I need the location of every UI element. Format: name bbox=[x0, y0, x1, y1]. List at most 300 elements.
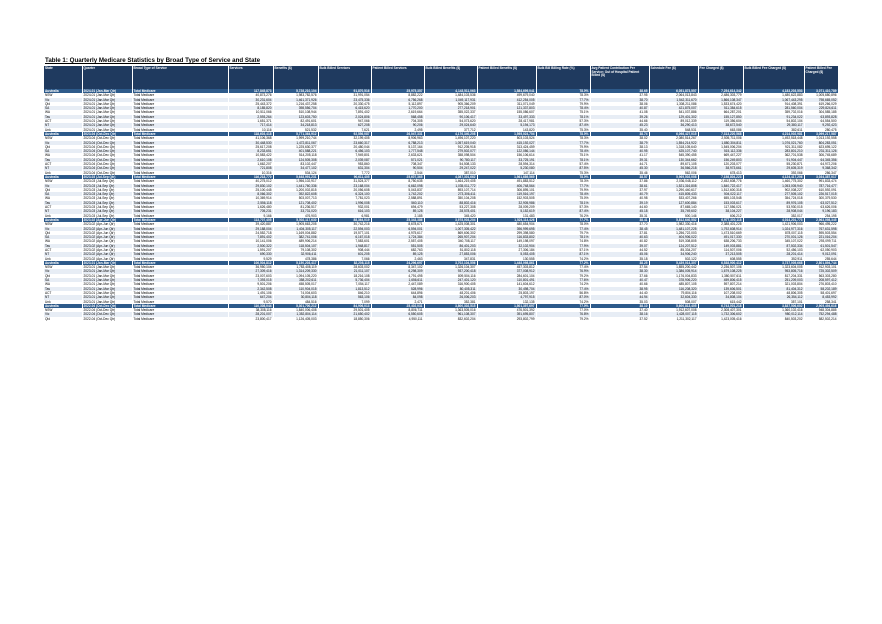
table-cell: Total Medicare bbox=[132, 261, 228, 265]
table-cell: 38,672,540 bbox=[698, 123, 743, 127]
table-cell: 1,013,192,558 bbox=[804, 136, 838, 140]
table-cell: 123,603,750 bbox=[273, 115, 318, 119]
table-cell: 299,398,580 bbox=[477, 231, 536, 235]
table-cell: 82,491,601 bbox=[273, 119, 318, 123]
table-cell: 110,904,015 bbox=[273, 287, 318, 291]
table-cell: Total Medicare bbox=[132, 132, 228, 136]
table-cell: 2023-02 (Apr-Jun Qtr) bbox=[82, 248, 132, 252]
table-cell: 1,211,302,117 bbox=[649, 317, 698, 321]
table-cell: 1,005,680,896 bbox=[804, 93, 838, 97]
table-cell: Total Medicare bbox=[132, 158, 228, 162]
table-cell: 6,788,213 bbox=[371, 141, 424, 145]
table-cell: 1,521,316,808 bbox=[649, 184, 698, 188]
table-cell: 44.66 bbox=[590, 119, 649, 123]
table-cell: 912,205,918 bbox=[424, 145, 477, 149]
table-cell: 458,505,017 bbox=[273, 282, 318, 286]
table-cell: Total Medicare bbox=[132, 214, 228, 218]
table-cell: 2,486,303,779 bbox=[698, 93, 743, 97]
table-cell: 809,504,116 bbox=[424, 274, 477, 278]
table-cell: 8,453,992 bbox=[804, 295, 838, 299]
table-cell: 78.4% bbox=[536, 149, 590, 153]
table-cell: 91,234,022 bbox=[743, 115, 804, 119]
table-cell: 57.3% bbox=[536, 119, 590, 123]
table-cell: 77.9% bbox=[536, 244, 590, 248]
medicare-statistics-table bbox=[44, 66, 839, 321]
table-cell: 139,606,501 bbox=[698, 287, 743, 291]
table-cell: 914,408,391 bbox=[743, 102, 804, 106]
table-cell: ACT bbox=[44, 205, 82, 209]
table-cell: Vic bbox=[44, 141, 82, 145]
table-cell: WA bbox=[44, 239, 82, 243]
table-cell: 33,497,333 bbox=[477, 115, 536, 119]
table-cell: 6,167,018 bbox=[318, 235, 371, 239]
table-cell: 377,712 bbox=[424, 128, 477, 132]
table-cell: 34,906,240 bbox=[649, 252, 698, 256]
table-cell: 608,555 bbox=[698, 257, 743, 261]
table-cell: SA bbox=[44, 149, 82, 153]
table-cell: 4,183,203,553 bbox=[743, 89, 804, 93]
table-cell: 571,021 bbox=[371, 158, 424, 162]
table-cell: 345,107,022 bbox=[743, 239, 804, 243]
table-cell: 619,266,029 bbox=[804, 102, 838, 106]
table-cell: 382,611 bbox=[743, 128, 804, 132]
table-cell: 40.95 bbox=[590, 149, 649, 153]
table-cell: 255,644 bbox=[804, 257, 838, 261]
table-cell: 1,441,760,336 bbox=[273, 184, 318, 188]
table-cell: 277,505,102 bbox=[743, 192, 804, 196]
table-cell: 2024-01 (Jan-Mar Qtr) bbox=[82, 98, 132, 102]
table-cell: 270,001,126 bbox=[743, 235, 804, 239]
table-cell: NT bbox=[44, 123, 82, 127]
table-cell: 79.9% bbox=[536, 145, 590, 149]
table-cell: 130,555 bbox=[477, 257, 536, 261]
table-cell: 528,996 bbox=[371, 287, 424, 291]
table-cell: 1,492,518,448 bbox=[743, 136, 804, 140]
table-cell: 208,597,412 bbox=[804, 278, 838, 282]
table-cell: 352,911 bbox=[743, 257, 804, 261]
table-cell: Australia bbox=[44, 89, 82, 93]
table-cell: 502,122 bbox=[649, 257, 698, 261]
table-cell: 55,230,871 bbox=[743, 162, 804, 166]
table-cell: 78.0% bbox=[536, 89, 590, 93]
table-cell: 798,665,052 bbox=[804, 98, 838, 102]
table-cell: 551,505 bbox=[371, 244, 424, 248]
table-cell: 4,214,002,981 bbox=[743, 132, 804, 136]
table-cell: 2023-03 (Jul-Sep Qtr) bbox=[82, 201, 132, 205]
table-cell: 5,812,640,552 bbox=[649, 218, 698, 222]
table-cell: 30,742,216 bbox=[318, 222, 371, 226]
table-cell: 647,204 bbox=[228, 295, 273, 299]
table-cell: 22,594,003 bbox=[318, 227, 371, 231]
table-cell: 1,428,007,115 bbox=[649, 312, 698, 316]
table-cell: Total Medicare bbox=[132, 282, 228, 286]
table-cell: 52,456,103 bbox=[743, 248, 804, 252]
table-cell: 5,600,813,405 bbox=[649, 304, 698, 308]
table-cell: 500,146 bbox=[649, 214, 698, 218]
table-cell: 90,206 bbox=[371, 123, 424, 127]
table-cell: 124,505,308 bbox=[273, 158, 318, 162]
table-cell: 78.1% bbox=[536, 201, 590, 205]
table-cell: 36,566,218 bbox=[649, 166, 698, 170]
table-cell: 350,104,208 bbox=[424, 196, 477, 200]
table-cell: 2023-03 (Jul-Sep Qtr) bbox=[82, 192, 132, 196]
table-cell: 40.66 bbox=[590, 282, 649, 286]
table-cell: 153,003,617 bbox=[698, 201, 743, 205]
table-cell: 54,508,133 bbox=[424, 162, 477, 166]
table-cell: 149,198,097 bbox=[477, 239, 536, 243]
table-cell: 30,448,530 bbox=[228, 141, 273, 145]
table-cell: 1,982,330,416 bbox=[649, 222, 698, 226]
table-cell: 32,604,330 bbox=[649, 295, 698, 299]
table-cell: 541,037,886 bbox=[649, 110, 698, 114]
table-cell: 1,813,512 bbox=[318, 287, 371, 291]
table-cell: Tas bbox=[44, 287, 82, 291]
table-cell: 321,003,804 bbox=[743, 282, 804, 286]
table-cell: 31,991,054 bbox=[318, 93, 371, 97]
table-cell: 7,254,614,342 bbox=[698, 89, 743, 93]
table-cell: 38.41 bbox=[590, 218, 649, 222]
table-cell: 283,801,210 bbox=[743, 149, 804, 153]
table-cell: 644,896 bbox=[371, 291, 424, 295]
table-cell: Unk bbox=[44, 214, 82, 218]
column-header: Bulk Billed Benefits ($) bbox=[424, 66, 477, 89]
table-cell: 279,502,077 bbox=[424, 149, 477, 153]
table-cell: 121,337,803 bbox=[477, 106, 536, 110]
table-cell: 1,724,384 bbox=[371, 235, 424, 239]
table-cell: 459,806,415 bbox=[698, 278, 743, 282]
table-cell: 284,601,104 bbox=[477, 274, 536, 278]
table-cell: 3,978,003,204 bbox=[424, 218, 477, 222]
table-cell: 1,595,024,704 bbox=[477, 132, 536, 136]
table-cell: 1,076,021,760 bbox=[743, 141, 804, 145]
table-cell: SA bbox=[44, 235, 82, 239]
table-cell: 521,532 bbox=[273, 128, 318, 132]
table-cell: 2024-01 (Jan-Mar Qtr) bbox=[82, 128, 132, 132]
table-cell: 1,216,437,258 bbox=[273, 102, 318, 106]
table-cell: 29,830,102 bbox=[228, 184, 273, 188]
table-cell: Total Medicare bbox=[132, 179, 228, 183]
table-cell: 2024-01 (Jan-Mar Qtr) bbox=[82, 119, 132, 123]
table-cell: 8,882,222 bbox=[371, 93, 424, 97]
table-cell: 2023-04 (Oct-Dec Qtr) bbox=[82, 141, 132, 145]
table-cell: 921,311,082 bbox=[743, 145, 804, 149]
table-cell: 2023-01 (Jan-Mar Qtr) bbox=[82, 278, 132, 282]
table-cell: Qld bbox=[44, 188, 82, 192]
table-cell: 1,380,507,611 bbox=[698, 274, 743, 278]
table-cell: 29,501,405 bbox=[318, 308, 371, 312]
table-cell: 116,208,320 bbox=[649, 287, 698, 291]
table-cell: 2023-01 (Jan-Mar Qtr) bbox=[82, 269, 132, 273]
table-cell: 519,308,805 bbox=[649, 239, 698, 243]
table-cell: Total Medicare bbox=[132, 308, 228, 312]
table-cell: 7,158,804,223 bbox=[698, 175, 743, 179]
table-cell: 304,585,185 bbox=[804, 110, 838, 114]
table-cell: 2,036,048,112 bbox=[649, 179, 698, 183]
table-cell: 75.1% bbox=[536, 153, 590, 157]
table-cell: 38,973,661 bbox=[698, 166, 743, 170]
table-cell: 1,545,006,204 bbox=[698, 145, 743, 149]
table-cell: 1,501,397,697 bbox=[477, 304, 536, 308]
table-cell: 510,108,944 bbox=[273, 110, 318, 114]
table-cell: 1,512,600,318 bbox=[698, 188, 743, 192]
table-cell: 7,393,015 bbox=[228, 278, 273, 282]
table-cell: 678,413 bbox=[698, 171, 743, 175]
table-cell: 8,750,635 bbox=[371, 179, 424, 183]
table-cell: 499,679,040 bbox=[477, 93, 536, 97]
table-cell: 78.0% bbox=[536, 175, 590, 179]
table-cell: 118,603,418 bbox=[228, 132, 273, 136]
table-cell: 48,806,305 bbox=[743, 291, 804, 295]
table-cell: 7,313,220,568 bbox=[698, 132, 743, 136]
table-cell: 38.45 bbox=[590, 227, 649, 231]
table-cell: 5,152,619 bbox=[477, 209, 536, 213]
table-header-row bbox=[44, 66, 838, 89]
table-cell: Australia bbox=[44, 175, 82, 179]
table-cell: 345,420 bbox=[424, 214, 477, 218]
table-cell: 5,771,364,912 bbox=[273, 132, 318, 136]
table-cell: 40.63 bbox=[590, 235, 649, 239]
table-cell: Total Medicare bbox=[132, 188, 228, 192]
table-cell: 33,725,191 bbox=[477, 158, 536, 162]
table-cell: 87.4% bbox=[536, 209, 590, 213]
table-cell: 6,550,605 bbox=[371, 312, 424, 316]
table-cell: 58,202,189 bbox=[804, 287, 838, 291]
table-cell: 119,516,197 bbox=[477, 192, 536, 196]
table-cell: 34,808,104 bbox=[698, 295, 743, 299]
table-cell: 29,380,117 bbox=[743, 123, 804, 127]
table-cell: 25,443,372 bbox=[228, 102, 273, 106]
table-cell: 26,006,203 bbox=[424, 295, 477, 299]
table-cell: 1,732,306,602 bbox=[698, 312, 743, 316]
table-cell: 932,001 bbox=[318, 205, 371, 209]
table-cell: 258,341 bbox=[804, 300, 838, 304]
table-cell: 32,102,904 bbox=[477, 244, 536, 248]
table-cell: 81,404,312 bbox=[743, 287, 804, 291]
table-cell: 1,912,607,008 bbox=[649, 308, 698, 312]
table-cell: 28,578,401 bbox=[424, 209, 477, 213]
table-cell: 38,104,227 bbox=[698, 209, 743, 213]
table-cell: 37.81 bbox=[590, 231, 649, 235]
table-cell: 6,456,103 bbox=[318, 149, 371, 153]
table-cell: 1,524,114,426 bbox=[477, 218, 536, 222]
table-cell: 19,577,101 bbox=[318, 231, 371, 235]
table-cell: 655,103,548 bbox=[698, 196, 743, 200]
table-cell: 663,086 bbox=[698, 128, 743, 132]
table-cell: 2,557,405 bbox=[371, 239, 424, 243]
table-cell: 5,043,837 bbox=[371, 188, 424, 192]
table-cell: 3,737,005,668 bbox=[743, 261, 804, 265]
table-cell: 40,873,276 bbox=[228, 93, 273, 97]
table-cell: 110,308,044 bbox=[228, 304, 273, 308]
table-cell: 1,533,674,420 bbox=[698, 102, 743, 106]
table-cell: 2022-04 (Oct-Dec Qtr) bbox=[82, 308, 132, 312]
table-cell: 8,678,671 bbox=[371, 222, 424, 226]
table-cell: 9,368,342 bbox=[804, 166, 838, 170]
table-cell: 1,742,202 bbox=[371, 192, 424, 196]
table-cell: ACT bbox=[44, 248, 82, 252]
table-cell: 6,981 bbox=[318, 214, 371, 218]
table-cell: 75.0% bbox=[536, 196, 590, 200]
table-cell: 398,556,704 bbox=[273, 106, 318, 110]
table-cell: 90,106,417 bbox=[424, 115, 477, 119]
table-cell: 7,891,402 bbox=[318, 110, 371, 114]
table-cell: 2023-03 (Jul-Sep Qtr) bbox=[82, 188, 132, 192]
table-cell: 92,556,087 bbox=[318, 132, 371, 136]
table-cell: 3,034,387,017 bbox=[804, 175, 838, 179]
table-cell: 476,903 bbox=[273, 214, 318, 218]
table-cell: 2022-04 (Oct-Dec Qtr) bbox=[82, 304, 132, 308]
table-cell: 29,024,640 bbox=[424, 123, 477, 127]
table-cell: Total Medicare bbox=[132, 205, 228, 209]
table-cell: 595,503,554 bbox=[804, 231, 838, 235]
table-cell: 306,745,689 bbox=[804, 153, 838, 157]
table-cell: 40.79 bbox=[590, 192, 649, 196]
table-cell: Total Medicare bbox=[132, 89, 228, 93]
table-cell: 503,007,713 bbox=[273, 196, 318, 200]
table-cell: 568,458 bbox=[371, 115, 424, 119]
table-cell: Total Medicare bbox=[132, 149, 228, 153]
table-cell: 28,908,044 bbox=[743, 209, 804, 213]
table-cell: 41,106,368 bbox=[228, 136, 273, 140]
table-cell: Total Medicare bbox=[132, 295, 228, 299]
table-cell: 155,086,607 bbox=[477, 110, 536, 114]
table-cell: 57.1% bbox=[536, 248, 590, 252]
table-cell: 44.52 bbox=[590, 248, 649, 252]
column-header: Patient Billed Services bbox=[371, 66, 424, 89]
table-cell: Total Medicare bbox=[132, 145, 228, 149]
table-cell: Total Medicare bbox=[132, 136, 228, 140]
table-cell: 38.61 bbox=[590, 184, 649, 188]
table-cell: 2,463 bbox=[371, 257, 424, 261]
table-cell: 4,143,511,063 bbox=[424, 89, 477, 93]
table-cell: 606,212 bbox=[698, 214, 743, 218]
table-cell: 37.86 bbox=[590, 179, 649, 183]
table-cell: 78.4% bbox=[536, 192, 590, 196]
table-cell: 53,930,015 bbox=[743, 205, 804, 209]
table-cell: 5,301,700,212 bbox=[273, 304, 318, 308]
table-cell: 44.94 bbox=[590, 295, 649, 299]
table-cell: 7,621 bbox=[318, 128, 371, 132]
table-cell: 34,218,813 bbox=[273, 123, 318, 127]
table-cell: 27,309,416 bbox=[228, 269, 273, 273]
table-cell: 87,502,334 bbox=[743, 244, 804, 248]
table-cell: 514,205,118 bbox=[273, 153, 318, 157]
table-cell: 352,381 bbox=[424, 300, 477, 304]
table-cell: 704,305 bbox=[371, 119, 424, 123]
table-cell: 2,342,508 bbox=[228, 287, 273, 291]
table-cell: 1,855,200,442 bbox=[649, 265, 698, 269]
table-cell: 2024-01 (Jan-Mar Qtr) bbox=[82, 110, 132, 114]
table-cell: 23,800,417 bbox=[228, 317, 273, 321]
table-cell: 79.2% bbox=[536, 274, 590, 278]
table-cell: 846,210 bbox=[318, 291, 371, 295]
table-cell: 396,999,695 bbox=[477, 227, 536, 231]
table-cell: 85,334,207 bbox=[649, 248, 698, 252]
table-cell: Unk bbox=[44, 128, 82, 132]
table-cell: 120,203,077 bbox=[698, 162, 743, 166]
table-cell: Australia bbox=[44, 304, 82, 308]
table-cell: 24,552,718 bbox=[228, 231, 273, 235]
table-cell: 937,200,418 bbox=[424, 269, 477, 273]
table-cell: Total Medicare bbox=[132, 141, 228, 145]
table-cell: 89,012,339 bbox=[649, 119, 698, 123]
table-cell: 2,588,891 bbox=[371, 196, 424, 200]
table-cell: 4,087,301,662 bbox=[424, 175, 477, 179]
table-cell: 1,464,219,405 bbox=[424, 179, 477, 183]
table-cell: 545,390,455 bbox=[649, 153, 698, 157]
table-cell: 425,107,740 bbox=[649, 149, 698, 153]
table-cell: 37,213,505 bbox=[698, 252, 743, 256]
table-cell: 1,448,098,861 bbox=[477, 261, 536, 265]
table-cell: 91,870,516 bbox=[318, 89, 371, 93]
table-cell: 2023-01 (Jan-Mar Qtr) bbox=[82, 265, 132, 269]
table-cell: 78.3% bbox=[536, 93, 590, 97]
table-cell: NT bbox=[44, 166, 82, 170]
table-cell: 560,110 bbox=[371, 201, 424, 205]
table-cell: 6,298,309 bbox=[371, 269, 424, 273]
table-cell: Total Medicare bbox=[132, 192, 228, 196]
table-cell: 817,204,331 bbox=[743, 274, 804, 278]
table-cell: 78.0% bbox=[536, 222, 590, 226]
table-cell: 2023-01 (Jan-Mar Qtr) bbox=[82, 291, 132, 295]
table-cell: 2023-03 (Jul-Sep Qtr) bbox=[82, 205, 132, 209]
table-cell: 23,475,336 bbox=[318, 98, 371, 102]
table-cell: 306,895,101 bbox=[477, 188, 536, 192]
table-cell: 2023-03 (Jul-Sep Qtr) bbox=[82, 209, 132, 213]
table-cell: 89,976,105 bbox=[743, 201, 804, 205]
table-cell: 616,103 bbox=[318, 209, 371, 213]
table-cell: 41.08 bbox=[590, 110, 649, 114]
table-cell: 2,801,894,744 bbox=[804, 261, 838, 265]
table-cell: Total Medicare bbox=[132, 304, 228, 308]
table-cell: 5,194,173 bbox=[477, 123, 536, 127]
table-cell: 1,561,689,569 bbox=[477, 175, 536, 179]
table-cell: 8,185,820 bbox=[228, 106, 273, 110]
table-cell: 81,236,517 bbox=[273, 205, 318, 209]
column-header: Avg Patient Contribution Per Service: Out of Hospital Patient Billed ($) bbox=[590, 66, 649, 89]
table-cell: 286,347 bbox=[804, 171, 838, 175]
table-cell: 75.3% bbox=[536, 171, 590, 175]
table-cell: 64,972,206 bbox=[804, 162, 838, 166]
table-cell: 28,201,414 bbox=[743, 252, 804, 256]
table-cell: Total Medicare bbox=[132, 110, 228, 114]
table-cell: 991,833,474 bbox=[804, 179, 838, 183]
table-cell: 63,027,512 bbox=[804, 201, 838, 205]
table-cell: Qld bbox=[44, 145, 82, 149]
table-cell: 1,866,108,347 bbox=[698, 98, 743, 102]
table-cell: 78.3% bbox=[536, 179, 590, 183]
table-cell: 787,716,477 bbox=[804, 184, 838, 188]
table-cell: 664,287,201 bbox=[698, 110, 743, 114]
table-cell: 392,066 bbox=[743, 171, 804, 175]
table-cell: 2022-04 (Oct-Dec Qtr) bbox=[82, 317, 132, 321]
table-cell: NSW bbox=[44, 265, 82, 269]
table-cell: Total Medicare bbox=[132, 93, 228, 97]
table-cell: Tas bbox=[44, 201, 82, 205]
table-cell: 1,225,630,377 bbox=[273, 145, 318, 149]
table-cell: 62,050,903 bbox=[804, 248, 838, 252]
table-cell: 1,256,722,003 bbox=[649, 231, 698, 235]
table-cell: 113,707,405 bbox=[228, 218, 273, 222]
table-cell: 79.2% bbox=[536, 317, 590, 321]
table-cell: 26,354,112 bbox=[743, 295, 804, 299]
table-cell: WA bbox=[44, 282, 82, 286]
table-cell: 2023-02 (Apr-Jun Qtr) bbox=[82, 235, 132, 239]
table-cell: 38.30 bbox=[590, 269, 649, 273]
table-cell: 10,369,914 bbox=[228, 196, 273, 200]
table-cell: 35.31 bbox=[590, 214, 649, 218]
table-cell: 6,098,427,015 bbox=[649, 132, 698, 136]
